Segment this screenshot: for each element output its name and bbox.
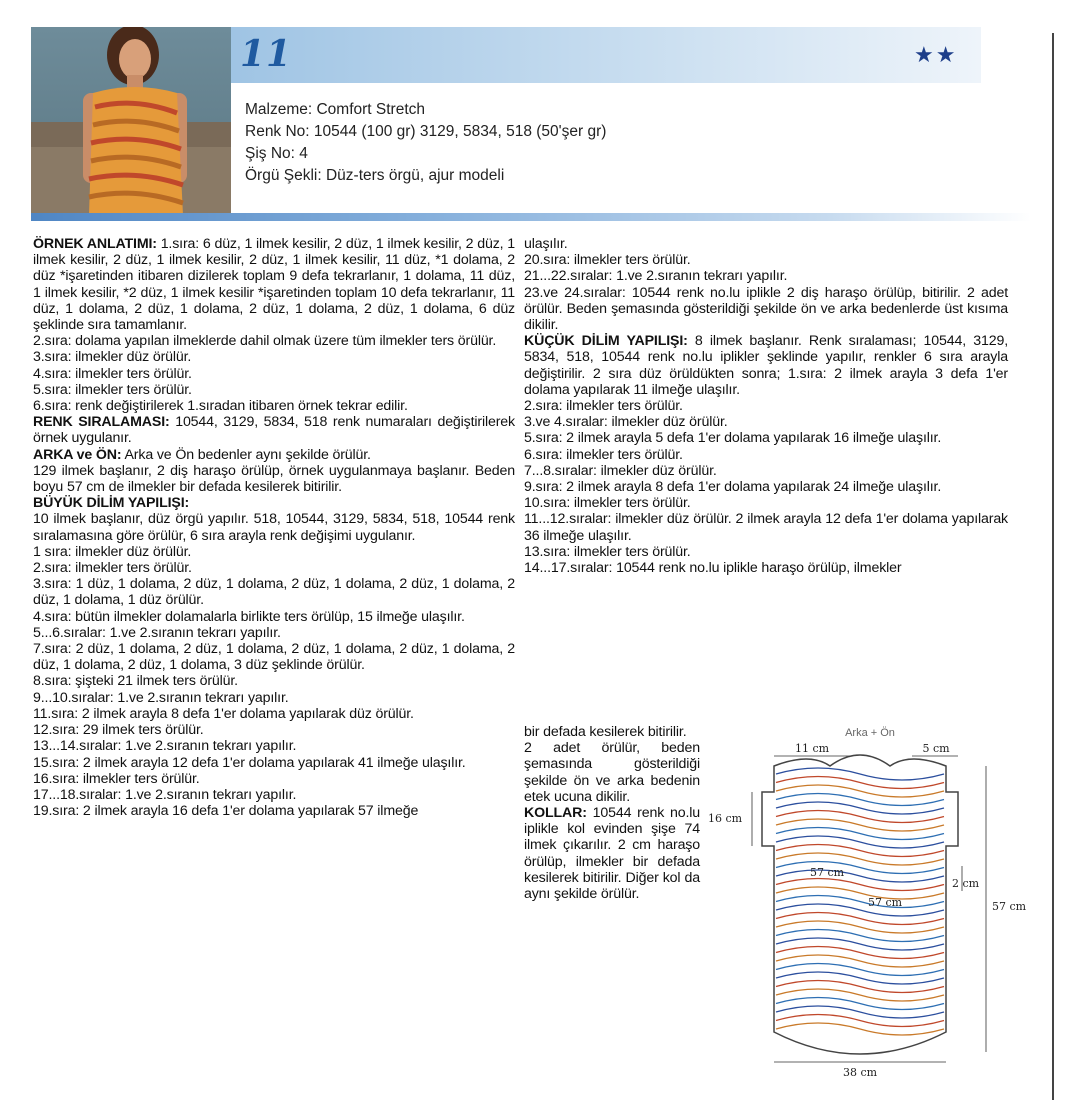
instruction-line: 17...18.sıralar: 1.ve 2.sıranın tekrarı yapılır.	[33, 786, 297, 803]
stripe-line	[776, 794, 944, 806]
stripe-line	[776, 998, 944, 1010]
stripe-line	[776, 913, 944, 925]
instruction-line: bir defada kesilerek bitirilir.	[524, 724, 687, 740]
instruction-line: 10.sıra: ilmekler ters örülür.	[524, 495, 691, 512]
instruction-line: 3.sıra: 1 düz, 1 dolama, 2 düz, 1 dolama, 2 düz, 1 dolama, 2 düz, 1 dolama, 2 düz, 1 dolama, 1 düz örülür.	[33, 576, 515, 609]
instruction-line: 129 ilmek başlanır, 2 diş haraşo örülüp, örnek uygulanmaya başlanır. Beden boyu 57 cm de ilmekler bir defada kesilerek bitirilir.	[33, 462, 515, 496]
instruction-line: 20.sıra: ilmekler ters örülür.	[524, 252, 691, 269]
small-slice-paragraph: KÜÇÜK DİLİM YAPILIŞI: 8 ilmek başlanır. Renk sıralaması; 10544, 3129, 5834, 518, 10544 renk no.lu iplikler şeklinde yapılır, renkler 6 sıra arayla değiştirilir. 2 sıra düz örüldükten sonra; 1.sıra: 2 ilmek arayla 3 defa 1'er dolama yapılarak 11 ilmeğe ulaşılır.	[524, 333, 1009, 398]
dim-label-bottom: 38 cm	[842, 1066, 878, 1079]
instruction-line: 4.sıra: ilmekler ters örülür.	[33, 365, 192, 382]
instruction-line: 9.sıra: 2 ilmek arayla 8 defa 1'er dolama yapılarak 24 ilmeğe ulaşılır.	[524, 479, 942, 496]
stitch-type-line: Örgü Şekli: Düz-ters örgü, ajur modeli	[245, 167, 505, 184]
section-heading: BÜYÜK DİLİM YAPILIŞI:	[33, 495, 190, 512]
material-line: Malzeme: Comfort Stretch	[245, 101, 426, 118]
dim-label-inner-2: 57 cm	[868, 896, 903, 909]
stripe-line	[776, 870, 944, 882]
section-heading: ARKA ve ÖN:	[33, 446, 122, 463]
stripe-line	[776, 811, 944, 823]
dim-label-inner-1: 57 cm	[810, 866, 845, 879]
back-front-paragraph: ARKA ve ÖN: Arka ve Ön bedenler aynı şekilde örülür.	[33, 446, 371, 463]
narrow-column	[524, 724, 700, 902]
stripe-line	[776, 955, 944, 967]
materials-block	[245, 99, 606, 187]
stripe-line	[776, 1006, 944, 1018]
sleeves-paragraph: KOLLAR: 10544 renk no.lu iplikle kol evinden şişe 74 ilmek çıkarılır. 2 cm haraşo örülüp, ilmekler bir defada kesilerek bitirilir. Diğer kol da aynı şekilde örülür.	[524, 805, 700, 903]
section-heading: KOLLAR:	[524, 805, 587, 822]
color-number-line: Renk No: 10544 (100 gr) 3129, 5834, 518 (50'şer gr)	[245, 123, 607, 140]
stripe-line	[776, 768, 944, 780]
stripe-line	[776, 972, 944, 984]
instruction-line: 2.sıra: ilmekler ters örülür.	[524, 398, 683, 415]
instruction-line: 6.sıra: renk değiştirilerek 1.sıradan itibaren örnek tekrar edilir.	[33, 398, 408, 415]
dim-label-top-left: 11 cm	[794, 742, 830, 755]
stripe-line	[776, 1015, 944, 1027]
dim-label-right-small: 2 cm	[952, 877, 980, 890]
stripe-line	[776, 981, 944, 993]
instruction-line: 5.sıra: ilmekler ters örülür.	[33, 381, 192, 398]
stripe-line	[776, 819, 944, 831]
dim-label-left: 16 cm	[708, 812, 743, 825]
instruction-line: 5...6.sıralar: 1.ve 2.sıranın tekrarı yapılır.	[33, 624, 281, 641]
stripe-line	[776, 938, 944, 950]
instruction-line: 14...17.sıralar: 10544 renk no.lu iplikle haraşo örülüp, ilmekler	[524, 560, 902, 577]
instruction-line: 2.sıra: ilmekler ters örülür.	[33, 560, 192, 577]
instruction-line: 21...22.sıralar: 1.ve 2.sıranın tekrarı yapılır.	[524, 268, 788, 285]
instruction-line: 12.sıra: 29 ilmek ters örülür.	[33, 722, 204, 739]
instruction-line: 13...14.sıralar: 1.ve 2.sıranın tekrarı yapılır.	[33, 738, 297, 755]
section-heading: RENK SIRALAMASI:	[33, 414, 170, 431]
instruction-line: 8.sıra: şişteki 21 ilmek ters örülür.	[33, 673, 238, 690]
stripe-line	[776, 947, 944, 959]
instruction-line: 10 ilmek başlanır, düz örgü yapılır. 518, 10544, 3129, 5834, 518, 10544 renk sıralamasına göre örülür, 6 sıra arayla renk değişimi uygulanır.	[33, 511, 515, 544]
pattern-number: 11	[240, 33, 293, 75]
instruction-line: 3.ve 4.sıralar: ilmekler düz örülür.	[524, 414, 728, 431]
stripe-line	[776, 845, 944, 857]
instruction-line: 6.sıra: ilmekler ters örülür.	[524, 446, 683, 463]
stripe-line	[776, 989, 944, 1001]
dim-label-top-right: 5 cm	[922, 742, 950, 755]
color-order-paragraph: RENK SIRALAMASI: 10544, 3129, 5834, 518 renk numaraları değiştirilerek örnek uygulanır.	[33, 414, 515, 447]
body-schematic	[700, 716, 1050, 1086]
header-divider	[31, 213, 1031, 221]
stripe-line	[776, 964, 944, 976]
instruction-line: 23.ve 24.sıralar: 10544 renk no.lu iplikle 2 diş haraşo örülüp, bitirilir. 2 adet örülür. Beden şemasında gösterildiği şekilde ön ve arka bedenlerde üst kısıma dikilir.	[524, 284, 1008, 334]
page-edge-rule	[1052, 33, 1054, 1100]
instruction-line: 5.sıra: 2 ilmek arayla 5 defa 1'er dolama yapılarak 16 ilmeğe ulaşılır.	[524, 430, 942, 447]
stripe-line	[776, 930, 944, 942]
stripe-line	[776, 921, 944, 933]
section-heading: KÜÇÜK DİLİM YAPILIŞI:	[524, 333, 688, 350]
section-heading: ÖRNEK ANLATIMI:	[33, 236, 157, 252]
dim-label-right: 57 cm	[992, 900, 1027, 913]
stripe-line	[776, 836, 944, 848]
header-band	[231, 27, 981, 83]
instruction-line: 2 adet örülür, beden şemasında gösterildiği şekilde ön ve arka bedenin etek ucuna dikilir.	[524, 740, 700, 805]
instruction-line: 4.sıra: bütün ilmekler dolamalarla birlikte ters örülüp, 15 ilmeğe ulaşılır.	[33, 608, 465, 625]
instruction-line: 15.sıra: 2 ilmek arayla 12 defa 1'er dolama yapılarak 41 ilmeğe ulaşılır.	[33, 754, 466, 771]
instruction-line: 7...8.sıralar: ilmekler düz örülür.	[524, 462, 717, 479]
stripe-line	[776, 853, 944, 865]
stripe-line	[776, 879, 944, 891]
stripe-line	[776, 785, 944, 797]
model-photo	[31, 27, 231, 217]
stripe-line	[776, 802, 944, 814]
stripe-line	[776, 1023, 944, 1035]
right-column	[524, 236, 1008, 576]
stripe-lines	[776, 768, 944, 1035]
instruction-line: 2.sıra: dolama yapılan ilmeklerde dahil olmak üzere tüm ilmekler ters örülür.	[33, 333, 497, 350]
stripe-line	[776, 828, 944, 840]
instruction-line: ulaşılır.	[524, 236, 568, 252]
pattern-description-paragraph: ÖRNEK ANLATIMI: 1.sıra: 6 düz, 1 ilmek kesilir, 2 düz, 1 ilmek kesilir, 2 düz, 1 ilmek kesilir, 2 düz, 1 ilmek kesilir, 2 düz, 1 ilmek kesilir, 11 düz, *1 dolama, 2 düz *işaretinden itibaren dizilerek toplam 9 defa tekrarlanır, 1 dolama, 11 düz, 1 ilmek kesilir, *2 düz, 1 ilmek kesilir *işaretinden toplam 10 defa tekrarlanır, 11 düz, 1 dolama, 2 düz, 1 dolama, 2 düz, 1 dolama, 2 düz, 1 dolama, 6 düz şeklinde sıra tamamlanır.	[33, 236, 515, 334]
difficulty-stars: ★★	[914, 42, 958, 67]
instruction-line: 19.sıra: 2 ilmek arayla 16 defa 1'er dolama yapılarak 57 ilmeğe	[33, 803, 419, 820]
instruction-line: 1 sıra: ilmekler düz örülür.	[33, 543, 192, 560]
stripe-line	[776, 887, 944, 899]
instruction-line: 13.sıra: ilmekler ters örülür.	[524, 543, 691, 560]
instruction-line: 9...10.sıralar: 1.ve 2.sıranın tekrarı yapılır.	[33, 689, 289, 706]
left-column	[33, 236, 515, 819]
instruction-line: 7.sıra: 2 düz, 1 dolama, 2 düz, 1 dolama, 2 düz, 1 dolama, 2 düz, 1 dolama, 2 düz, 1 dolama, 2 düz, 1 dolama, 3 düz şeklinde örülür.	[33, 641, 515, 674]
diagram-title: Arka + Ön	[845, 727, 895, 739]
stripe-line	[776, 777, 944, 789]
stripe-line	[776, 896, 944, 908]
instruction-line: 3.sıra: ilmekler düz örülür.	[33, 349, 192, 366]
instruction-line: 11.sıra: 2 ilmek arayla 8 defa 1'er dolama yapılarak düz örülür.	[33, 705, 414, 722]
instruction-line: 11...12.sıralar: ilmekler düz örülür. 2 ilmek arayla 12 defa 1'er dolama yapılarak 36 ilmeğe ulaşılır.	[524, 511, 1008, 544]
instruction-line: 16.sıra: ilmekler ters örülür.	[33, 770, 200, 787]
stripe-line	[776, 904, 944, 916]
needle-number-line: Şiş No: 4	[245, 145, 308, 162]
stripe-line	[776, 862, 944, 874]
